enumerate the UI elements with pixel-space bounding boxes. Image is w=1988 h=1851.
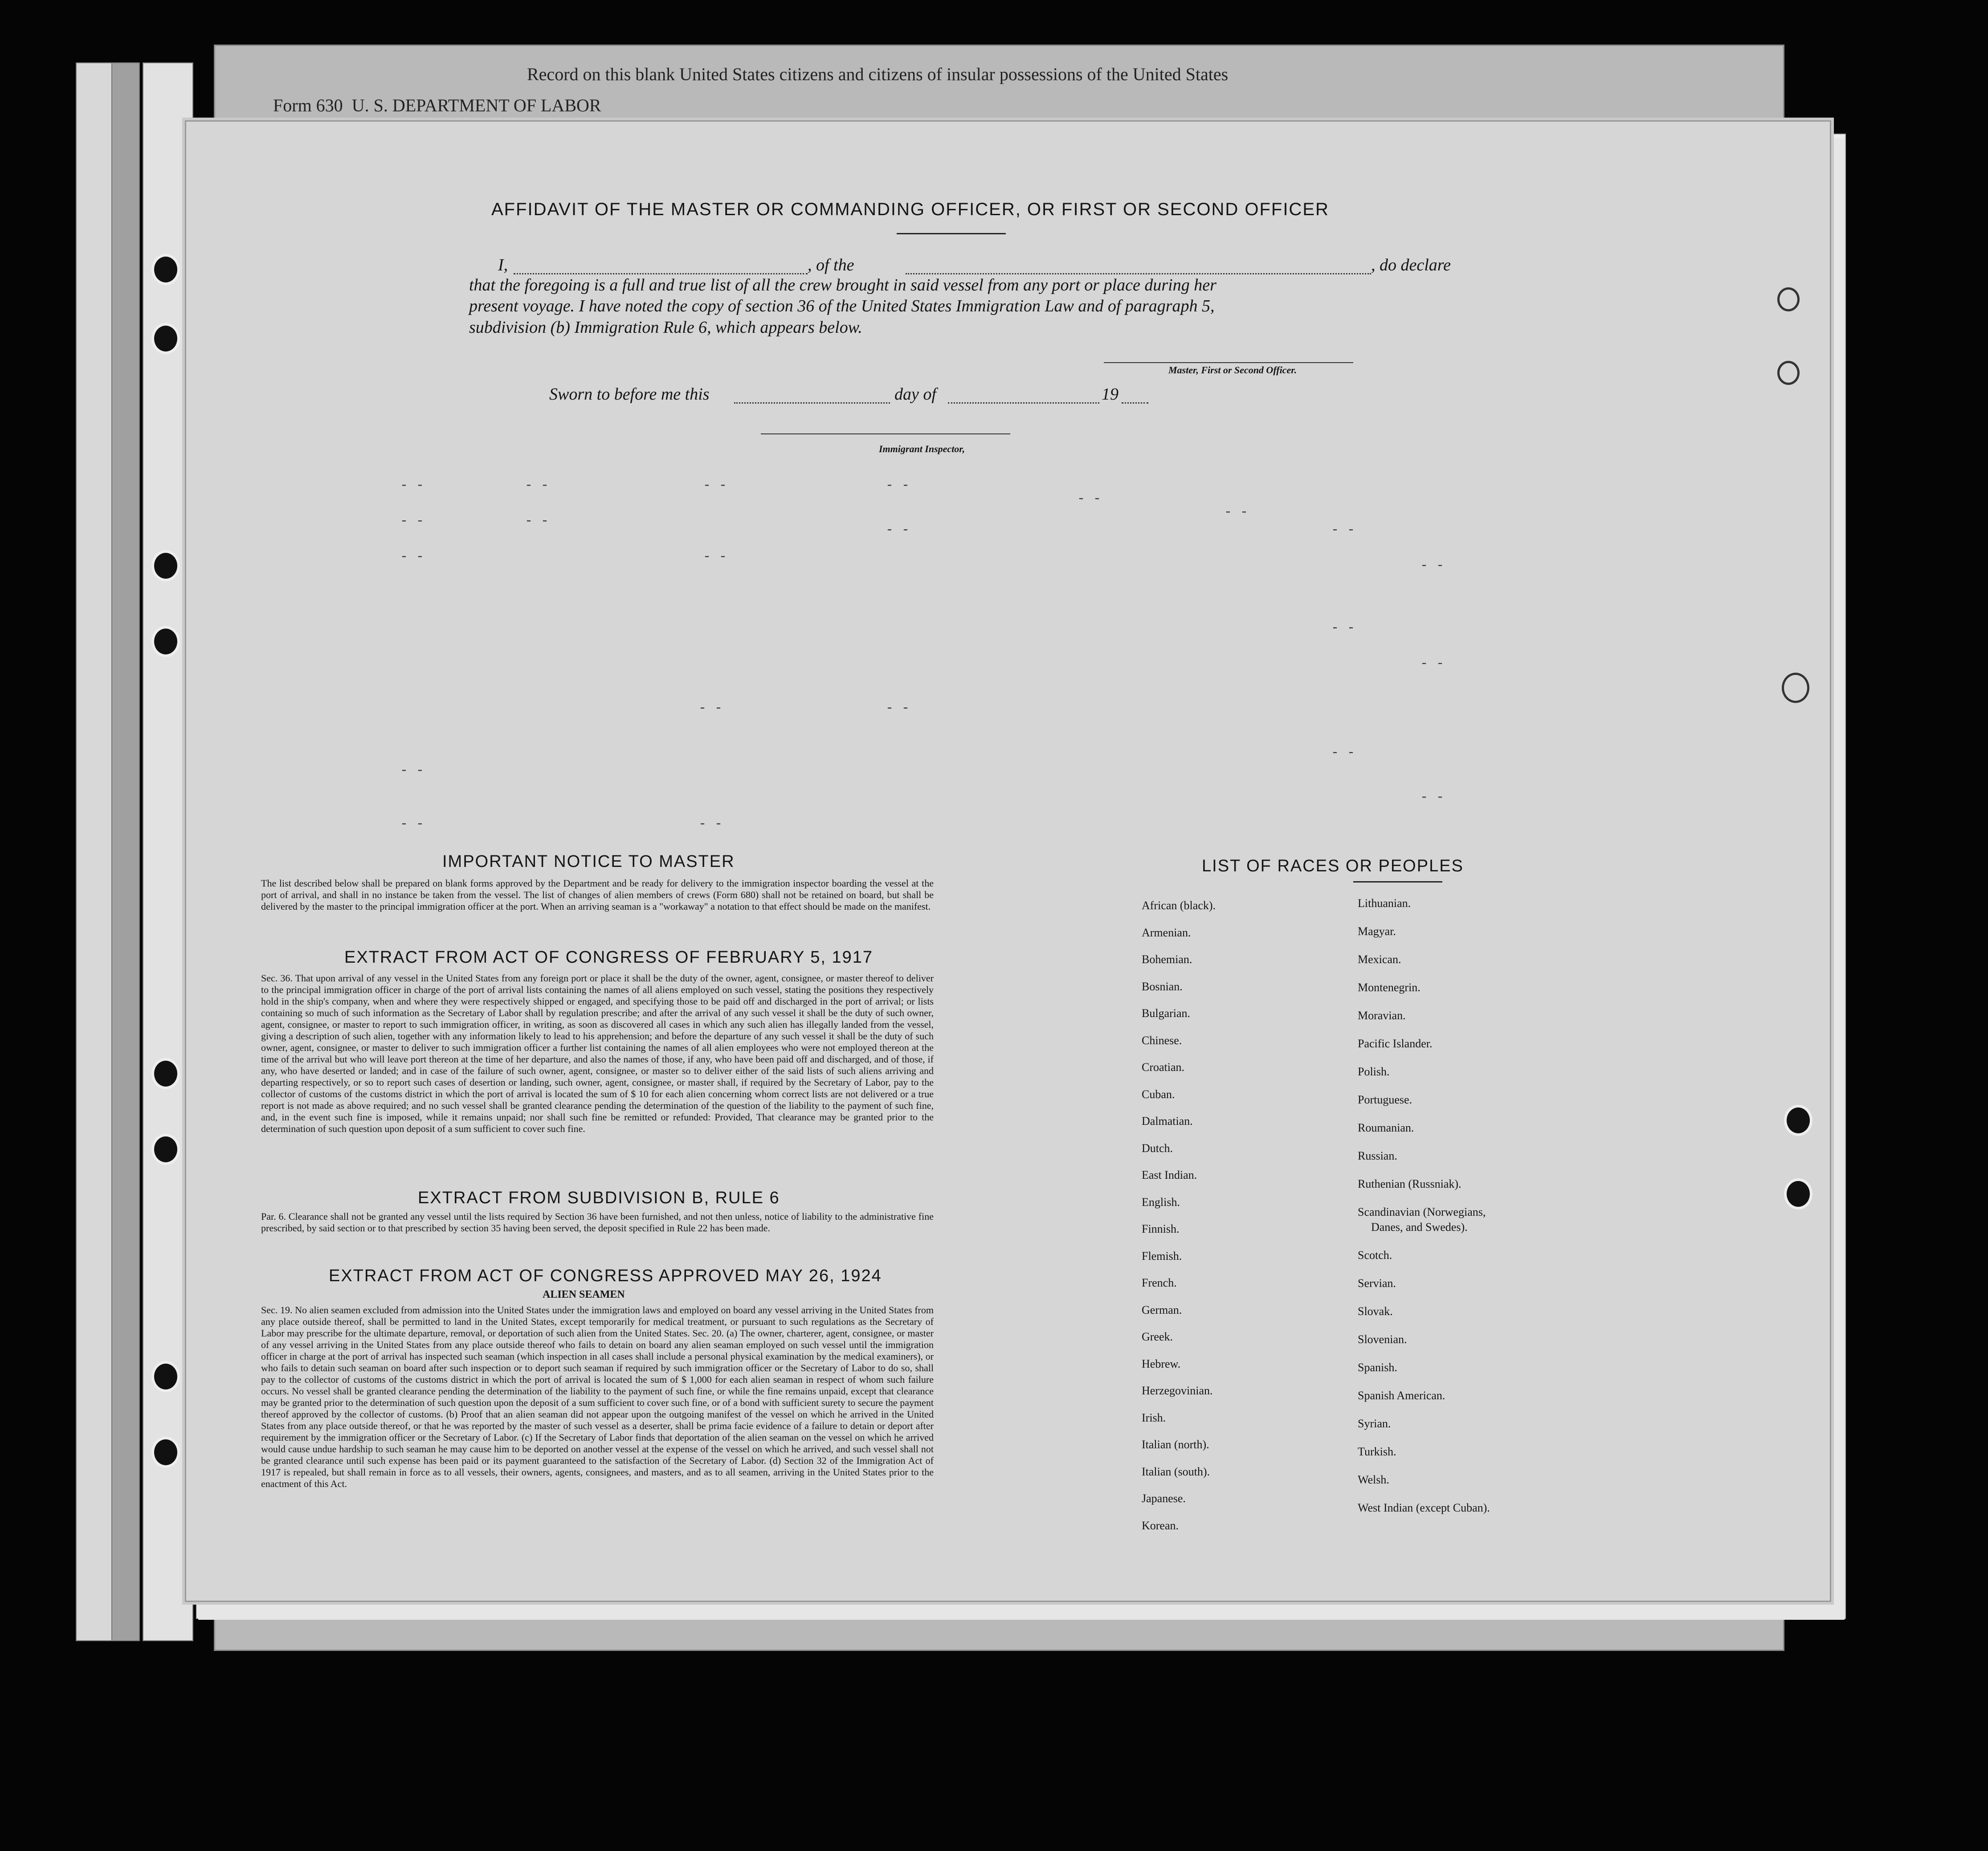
race-item: African (black).	[1142, 899, 1216, 912]
sworn-year-field[interactable]	[1122, 402, 1148, 404]
punch-hole	[1784, 1178, 1812, 1209]
master-label: Master, First or Second Officer.	[1168, 364, 1297, 376]
bleed-through-mark: - -	[400, 549, 425, 564]
race-item: Lithuanian.	[1358, 897, 1411, 910]
affidavit-page	[185, 120, 1831, 1602]
race-item: German.	[1142, 1303, 1182, 1316]
races-column-2	[1358, 897, 1490, 1529]
punch-hole	[151, 550, 180, 581]
race-item: Pacific Islander.	[1358, 1037, 1433, 1050]
master-signature-field[interactable]	[1104, 362, 1353, 363]
bleed-through-mark: - -	[886, 701, 910, 716]
extract-1924-subtitle: ALIEN SEAMEN	[543, 1289, 625, 1300]
bleed-through-mark: - -	[1224, 505, 1249, 520]
punch-hole	[151, 1361, 180, 1392]
race-item: Moravian.	[1358, 1009, 1406, 1022]
year-label: 19	[1102, 385, 1119, 404]
rule6-title: EXTRACT FROM SUBDIVISION B, RULE 6	[418, 1189, 780, 1207]
bleed-through-mark: - -	[1331, 745, 1355, 760]
inspector-label: Immigrant Inspector,	[879, 443, 965, 454]
bleed-through-mark: - -	[886, 523, 910, 538]
race-item: Welsh.	[1358, 1473, 1389, 1486]
sworn-day-field[interactable]	[734, 402, 890, 404]
notice-body: The list described below shall be prepared on blank forms approved by the Department and be ready for delivery to the immigration inspector boarding the vessel at the port of arrival, and shall in no instance be taken from the vessel. The list of changes of alien members of crews (Form 680) shall not be retained on board, but shall be delivered by the master to the principal immigration officer at the port. When an arriving seaman is a "workaway" a notation to that effect should be made on the manifest.	[261, 878, 934, 912]
race-item: Scandinavian (Norwegians,	[1358, 1205, 1486, 1218]
race-item: Herzegovinian.	[1142, 1384, 1213, 1397]
race-item: Italian (south).	[1142, 1465, 1210, 1478]
bleed-through-mark: - -	[400, 478, 425, 493]
race-item: Magyar.	[1358, 925, 1396, 938]
race-item: West Indian (except Cuban).	[1358, 1501, 1490, 1514]
extract-1924-title: EXTRACT FROM ACT OF CONGRESS APPROVED MAY 26, 1924	[329, 1267, 882, 1285]
race-item: Chinese.	[1142, 1034, 1182, 1047]
back-form-number: Form 630 U. S. DEPARTMENT OF LABOR	[273, 95, 601, 115]
race-item: Dutch.	[1142, 1141, 1173, 1155]
race-item: Irish.	[1142, 1411, 1166, 1424]
race-item: Korean.	[1142, 1519, 1179, 1532]
race-item: Syrian.	[1358, 1417, 1391, 1430]
bleed-through-mark: - -	[1420, 790, 1445, 805]
punch-hole	[151, 254, 180, 285]
affidavit-name-line: I,	[498, 256, 508, 274]
race-item: Mexican.	[1358, 953, 1401, 966]
back-sheet-header: Record on this blank United States citizens and citizens of insular possessions of the United States	[527, 64, 1229, 84]
race-item: Cuban.	[1142, 1087, 1175, 1101]
race-item: Russian.	[1358, 1149, 1397, 1162]
bleed-through-mark: - -	[400, 817, 425, 832]
bleed-through-mark: - -	[698, 817, 723, 832]
sworn-month-field[interactable]	[948, 402, 1099, 404]
punch-hole	[151, 1134, 180, 1165]
bleed-through-mark: - -	[1331, 621, 1355, 636]
race-item: East Indian.	[1142, 1169, 1197, 1181]
race-item: Greek.	[1142, 1330, 1173, 1343]
race-item: Italian (north).	[1142, 1438, 1209, 1451]
race-item: Bohemian.	[1142, 953, 1192, 966]
day-of-label: day of	[894, 385, 936, 404]
extract-1924-body: Sec. 19. No alien seamen excluded from admission into the United States under the immigration laws and employed on board any vessel arriving in the United States from any place outside thereof, shall be permitted to land in the United States, except temporarily for medical treatment, or pursuant to such regulations as the Secretary of Labor may prescribe for the ultimate departure, removal, or deportation of such alien from the United States. Sec. 20. (a) The owner, charterer, agent, consignee, or master of any vessel arriving in the United States from any place outside thereof who fails to detain on board any alien seaman employed on such vessel until the immigration officer in charge at the port of arrival has inspected such seaman (which inspection in all cases shall include a personal physical examination by the medical examiners), or who fails to detain such seaman on board after such inspection or to deport such seaman if required by such immigration officer or the Secretary of Labor to do so, shall pay to the collector of customs of the customs district in which the port of arrival is located the sum of $ 1,000 for each alien seaman in respect of whom such failure occurs. No vessel shall be granted clearance pending the determination of the liability to the payment of such fine, or while the fine remains unpaid, except that clearance may be granted prior to the determination of such question upon the deposit of a sum sufficient to cover such fine, or of a bond with sufficient surety to secure the payment thereof approved by the collector of customs. (b) Proof that an alien seaman did not appear upon the outgoing manifest of the vessel on which he arrived in the United States from any place outside thereof, or that he was reported by the master of such vessel as a deserter, shall be prima facie evidence of a failure to detain or deport after requirement by the immigration officer or the Secretary of Labor. (c) If the Secretary of Labor finds that deportation of the alien seaman on the vessel on which he arrived would cause undue hardship to such seaman he may cause him to be deported on another vessel at the expense of the vessel on which he arrived, and such vessel shall not be granted clearance until such expense has been paid or its payment guaranteed to the satisfaction of the Secretary of Labor. (d) Section 32 of the Immigration Act of 1917 is repealed, but shall remain in force as to all vessels, their owners, agents, consignees, and masters, and as to all seamen, arriving in the United States prior to the enactment of this Act.	[261, 1304, 934, 1489]
bleed-through-mark: - -	[525, 514, 549, 529]
race-item: Dalmatian.	[1142, 1115, 1193, 1128]
bleed-through-mark: - -	[1420, 656, 1445, 671]
race-item: Roumanian.	[1358, 1121, 1414, 1134]
punch-hole	[151, 626, 180, 657]
race-item: Flemish.	[1142, 1249, 1182, 1263]
bleed-through-mark: - -	[400, 763, 425, 778]
extract-1917-title: EXTRACT FROM ACT OF CONGRESS OF FEBRUARY 5, 1917	[344, 948, 873, 967]
bleed-through-mark: - -	[1331, 523, 1355, 538]
bleed-through-mark: - -	[525, 478, 549, 493]
race-item: Croatian.	[1142, 1061, 1185, 1074]
race-item: Hebrew.	[1142, 1357, 1181, 1370]
affidavit-declare: , do declare	[1371, 256, 1451, 274]
extract-1917-body: Sec. 36. That upon arrival of any vessel in the United States from any foreign port or place it shall be the duty of the owner, agent, consignee, or master thereof to deliver to the principal immigration officer in charge of the port of arrival lists containing the names of all aliens employed on such vessel, stating the positions they respectively hold in the ship's company, when and where they were respectively shipped or engaged, and specifying those to be paid off and discharged in the port of arrival; or lists containing so much of such information as the Secretary of Labor shall by regulation prescribe; and after the arrival of any such vessel it shall be the duty of such owner, agent, consignee, or master to report to such immigration officer, in writing, as soon as discovered all cases in which any such alien has illegally landed from the vessel, giving a description of such alien, together with any information likely to lead to his apprehension; and before the departure of any such vessel it shall be the duty of such owner, agent, consignee, or master to deliver to such immigration officer a further list containing the names of all alien employees who were not employed thereon at the time of the arrival but who will leave port thereon at the time of her departure, and also the names of those, if any, who have been paid off and discharged, and of those, if any, who have deserted or landed; and in case of the failure of such owner, agent, consignee, or master so to deliver either of the said lists of such aliens arriving and departing respectively, or so to report such cases of desertion or landing, such owner, agent, consignee, or master shall, if required by the Secretary of Labor, pay to the collector of customs of the customs district in which the port of arrival is located the sum of $ 10 for each alien concerning whom correct lists are not delivered or a true report is not made as above required; and no such vessel shall be granted clearance pending the determination of the question of the liability to the payment of such fine, and, in the event such fine is imposed, while it remains unpaid; nor shall such fine be remitted or refunded: Provided, That clearance may be granted prior to the determination of such question upon deposit of a sum sufficient to cover such fine.	[261, 972, 934, 1134]
race-item: Polish.	[1358, 1065, 1390, 1078]
punch-hole	[1782, 673, 1809, 703]
punch-hole	[151, 1058, 180, 1089]
race-item: Servian.	[1358, 1277, 1396, 1290]
punch-hole	[151, 323, 180, 354]
race-item: Spanish.	[1358, 1361, 1397, 1374]
affidavit-line2: that the foregoing is a full and true list of all the crew brought in said vessel from any port or place during her	[469, 276, 1216, 294]
sworn-label: Sworn to before me this	[549, 385, 710, 404]
affidavit-line4: subdivision (b) Immigration Rule 6, which appears below.	[469, 318, 862, 337]
race-item: Montenegrin.	[1358, 981, 1421, 994]
name-field[interactable]	[514, 273, 808, 274]
binder-strip	[111, 62, 140, 1641]
race-item: Bulgarian.	[1142, 1007, 1191, 1020]
bleed-through-mark: - -	[703, 478, 727, 493]
bleed-through-mark: - -	[1077, 491, 1102, 507]
race-item: Slovak.	[1358, 1305, 1393, 1318]
race-item: English.	[1142, 1195, 1180, 1209]
affidavit-of-the: , of the	[808, 256, 854, 274]
bleed-through-mark: - -	[1420, 558, 1445, 573]
rule6-body: Par. 6. Clearance shall not be granted any vessel until the lists required by Section 36 have been furnished, and not then unless, notice of liability to the administrative fine prescribed, by said section or to that prescribed by section 35 having been served, the deposit specified in Rule 22 has been made.	[261, 1211, 934, 1234]
race-item: French.	[1142, 1276, 1177, 1289]
notice-title: IMPORTANT NOTICE TO MASTER	[442, 852, 735, 871]
race-item: Danes, and Swedes).	[1371, 1221, 1468, 1234]
races-column-1	[1142, 899, 1216, 1546]
punch-hole	[151, 1437, 180, 1468]
bleed-through-mark: - -	[886, 478, 910, 493]
races-title: LIST OF RACES OR PEOPLES	[1202, 857, 1464, 875]
affidavit-line3: present voyage. I have noted the copy of section 36 of the United States Immigration Law and of paragraph 5,	[469, 297, 1215, 315]
bleed-through-mark: - -	[698, 701, 723, 716]
punch-hole	[1777, 361, 1800, 385]
inspector-signature-field[interactable]	[761, 433, 1010, 434]
race-item: Bosnian.	[1142, 980, 1183, 993]
vessel-field[interactable]	[906, 273, 1371, 274]
bleed-through-mark: - -	[703, 549, 727, 564]
title-rule	[897, 233, 1006, 234]
race-item: Turkish.	[1358, 1445, 1396, 1458]
race-item: Japanese.	[1142, 1492, 1186, 1505]
punch-hole	[1784, 1105, 1812, 1136]
race-item: Portuguese.	[1358, 1093, 1412, 1106]
race-item: Armenian.	[1142, 926, 1191, 939]
punch-hole	[1777, 287, 1800, 311]
race-item: Spanish American.	[1358, 1389, 1445, 1402]
race-item: Finnish.	[1142, 1222, 1180, 1235]
race-item: Scotch.	[1358, 1249, 1392, 1262]
race-item: Ruthenian (Russniak).	[1358, 1177, 1461, 1190]
bleed-through-mark: - -	[400, 514, 425, 529]
races-title-rule	[1353, 881, 1442, 883]
race-item: Slovenian.	[1358, 1333, 1407, 1346]
affidavit-title: AFFIDAVIT OF THE MASTER OR COMMANDING OFFICER, OR FIRST OR SECOND OFFICER	[491, 200, 1329, 219]
